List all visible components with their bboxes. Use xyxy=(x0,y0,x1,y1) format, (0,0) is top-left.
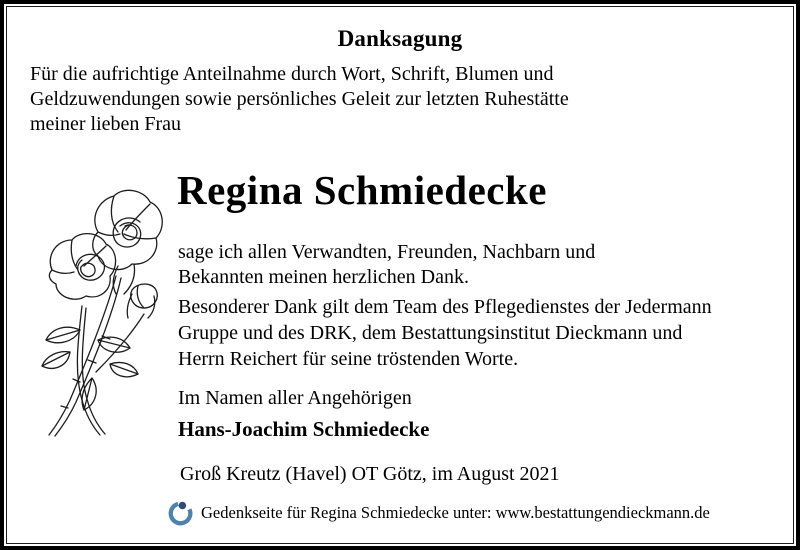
notice-title: Danksagung xyxy=(337,26,463,51)
thanks-paragraph xyxy=(178,240,595,290)
memorial-text: Gedenkseite für Regina Schmiedecke unter: www.bestattungendieckmann.de xyxy=(201,503,710,522)
memorial-link-row xyxy=(167,499,710,527)
memorial-icon-dot xyxy=(179,502,186,509)
rose-sketch-illustration xyxy=(24,184,174,439)
intro-line: Geldzuwendungen sowie persönliches Geleit zur letzten Ruhestätte xyxy=(30,88,569,110)
closing-line: Im Namen aller Angehörigen xyxy=(178,387,412,409)
deceased-name: Regina Schmiedecke xyxy=(177,167,547,213)
intro-line: Für die aufrichtige Anteilnahme durch Wort, Schrift, Blumen und xyxy=(30,63,554,85)
special-thanks-line: Gruppe und des DRK, dem Bestattungsinstitut Dieckmann und xyxy=(178,322,683,344)
memorial-figure-icon xyxy=(167,499,195,527)
special-thanks-paragraph xyxy=(178,294,712,372)
intro-paragraph xyxy=(30,62,569,137)
thanks-line: Bekannten meinen herzlichen Dank. xyxy=(178,266,469,288)
special-thanks-line: Herrn Reichert für seine tröstenden Worte. xyxy=(178,348,519,370)
special-thanks-line: Besonderer Dank gilt dem Team des Pflegedienstes der Jedermann xyxy=(178,296,712,318)
place-date-line: Groß Kreutz (Havel) OT Götz, im August 2021 xyxy=(180,463,560,485)
intro-line: meiner lieben Frau xyxy=(30,113,182,135)
signature-name: Hans-Joachim Schmiedecke xyxy=(178,417,430,441)
thanks-line: sage ich allen Verwandten, Freunden, Nachbarn und xyxy=(178,241,596,263)
